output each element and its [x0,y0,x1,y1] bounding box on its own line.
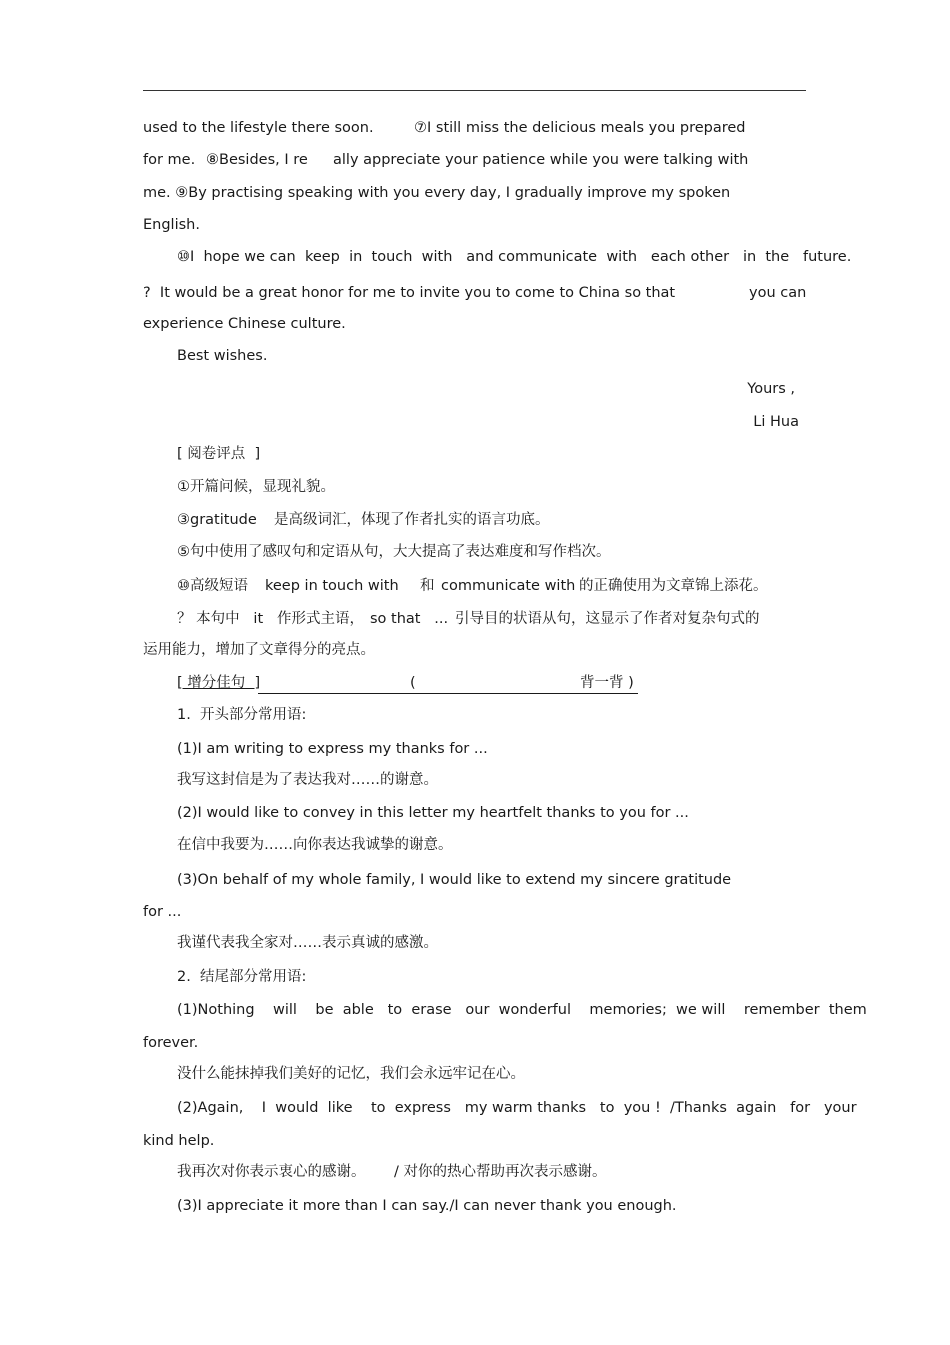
letter-line: ⑧Besides, I re [206,152,308,168]
phrase-en: (2)Again, I would like to express my warm thanks to you ! /Thanks again for your [177,1100,857,1116]
comment-line: ？ 本句中 it 作形式主语， [177,611,364,627]
comment-line: so that ... [370,611,449,627]
phrase-en: (3)I appreciate it more than I can say./I can never thank you enough. [177,1198,677,1214]
phrase-en: forever. [143,1035,199,1051]
phrase-en: for ... [143,904,182,920]
phrase-en: (1)I am writing to express my thanks for ... [177,741,488,757]
comment-line: ①开篇问候，显现礼貌。 [177,479,335,495]
letter-line: ⑦I still miss the delicious meals you prepared [414,120,746,136]
comment-line: 引导目的状语从句，这显示了作者对复杂句式的 [455,611,760,627]
section-title: 2. 结尾部分常用语: [177,969,307,985]
comment-line: 的正确使用为文章锦上添花。 [579,578,768,594]
comment-line: ⑩高级短语 [177,578,248,594]
letter-line: ⑩I hope we can keep in touch with and communicate with each other in the future. [177,249,852,265]
letter-line: ally appreciate your patience while you were talking with [333,152,749,168]
comment-line: ⑤句中使用了感叹句和定语从句，大大提高了表达难度和写作档次。 [177,544,611,560]
phrase-en: kind help. [143,1133,215,1149]
phrase-zh: 没什么能抹掉我们美好的记忆，我们会永远牢记在心。 [177,1066,525,1082]
phrase-zh: / 对你的热心帮助再次表示感谢。 [394,1164,607,1180]
comment-line: keep in touch with [265,578,399,594]
letter-line: ? It would be a great honor for me to invite you to come to China so that [143,285,676,301]
comments-heading: [ 阅卷评点 ] [177,446,261,462]
comment-line: communicate with [441,578,576,594]
letter-line: used to the lifestyle there soon. [143,120,374,136]
phrases-heading-note: 背一背 ) [580,675,634,691]
letter-line: experience Chinese culture. [143,316,346,332]
letter-line: for me. [143,152,196,168]
phrase-zh: 在信中我要为……向你表达我诚挚的谢意。 [177,837,453,853]
phrase-en: (1)Nothing will be able to erase our wonderful memories; we will remember them [177,1002,867,1018]
phrase-zh: 我写这封信是为了表达我对……的谢意。 [177,772,438,788]
letter-line: you can [749,285,807,301]
phrase-en: (2)I would like to convey in this letter my heartfelt thanks to you for ... [177,805,689,821]
letter-closing: Best wishes. [177,348,268,364]
letter-line: me. ⑨By practising speaking with you every day, I gradually improve my spoken [143,185,731,201]
comment-line: 和 [420,578,435,594]
comment-line: ③gratitude [177,512,257,528]
letter-sign-name: Li Hua [753,414,799,430]
comment-line: 运用能力，增加了文章得分的亮点。 [143,642,375,658]
letter-sign-yours: Yours , [747,381,795,397]
phrase-zh: 我谨代表我全家对……表示真诚的感激。 [177,935,438,951]
phrases-heading-paren: ( [410,675,416,691]
letter-line: English. [143,217,200,233]
phrase-zh: 我再次对你表示衷心的感谢。 [177,1164,366,1180]
header-rule [143,90,806,91]
section-title: 1. 开头部分常用语: [177,707,307,723]
phrase-en: (3)On behalf of my whole family, I would like to extend my sincere gratitude [177,872,732,888]
comment-line: 是高级词汇，体现了作者扎实的语言功底。 [274,512,550,528]
phrases-heading: [ 增分佳句 ] [177,675,261,691]
